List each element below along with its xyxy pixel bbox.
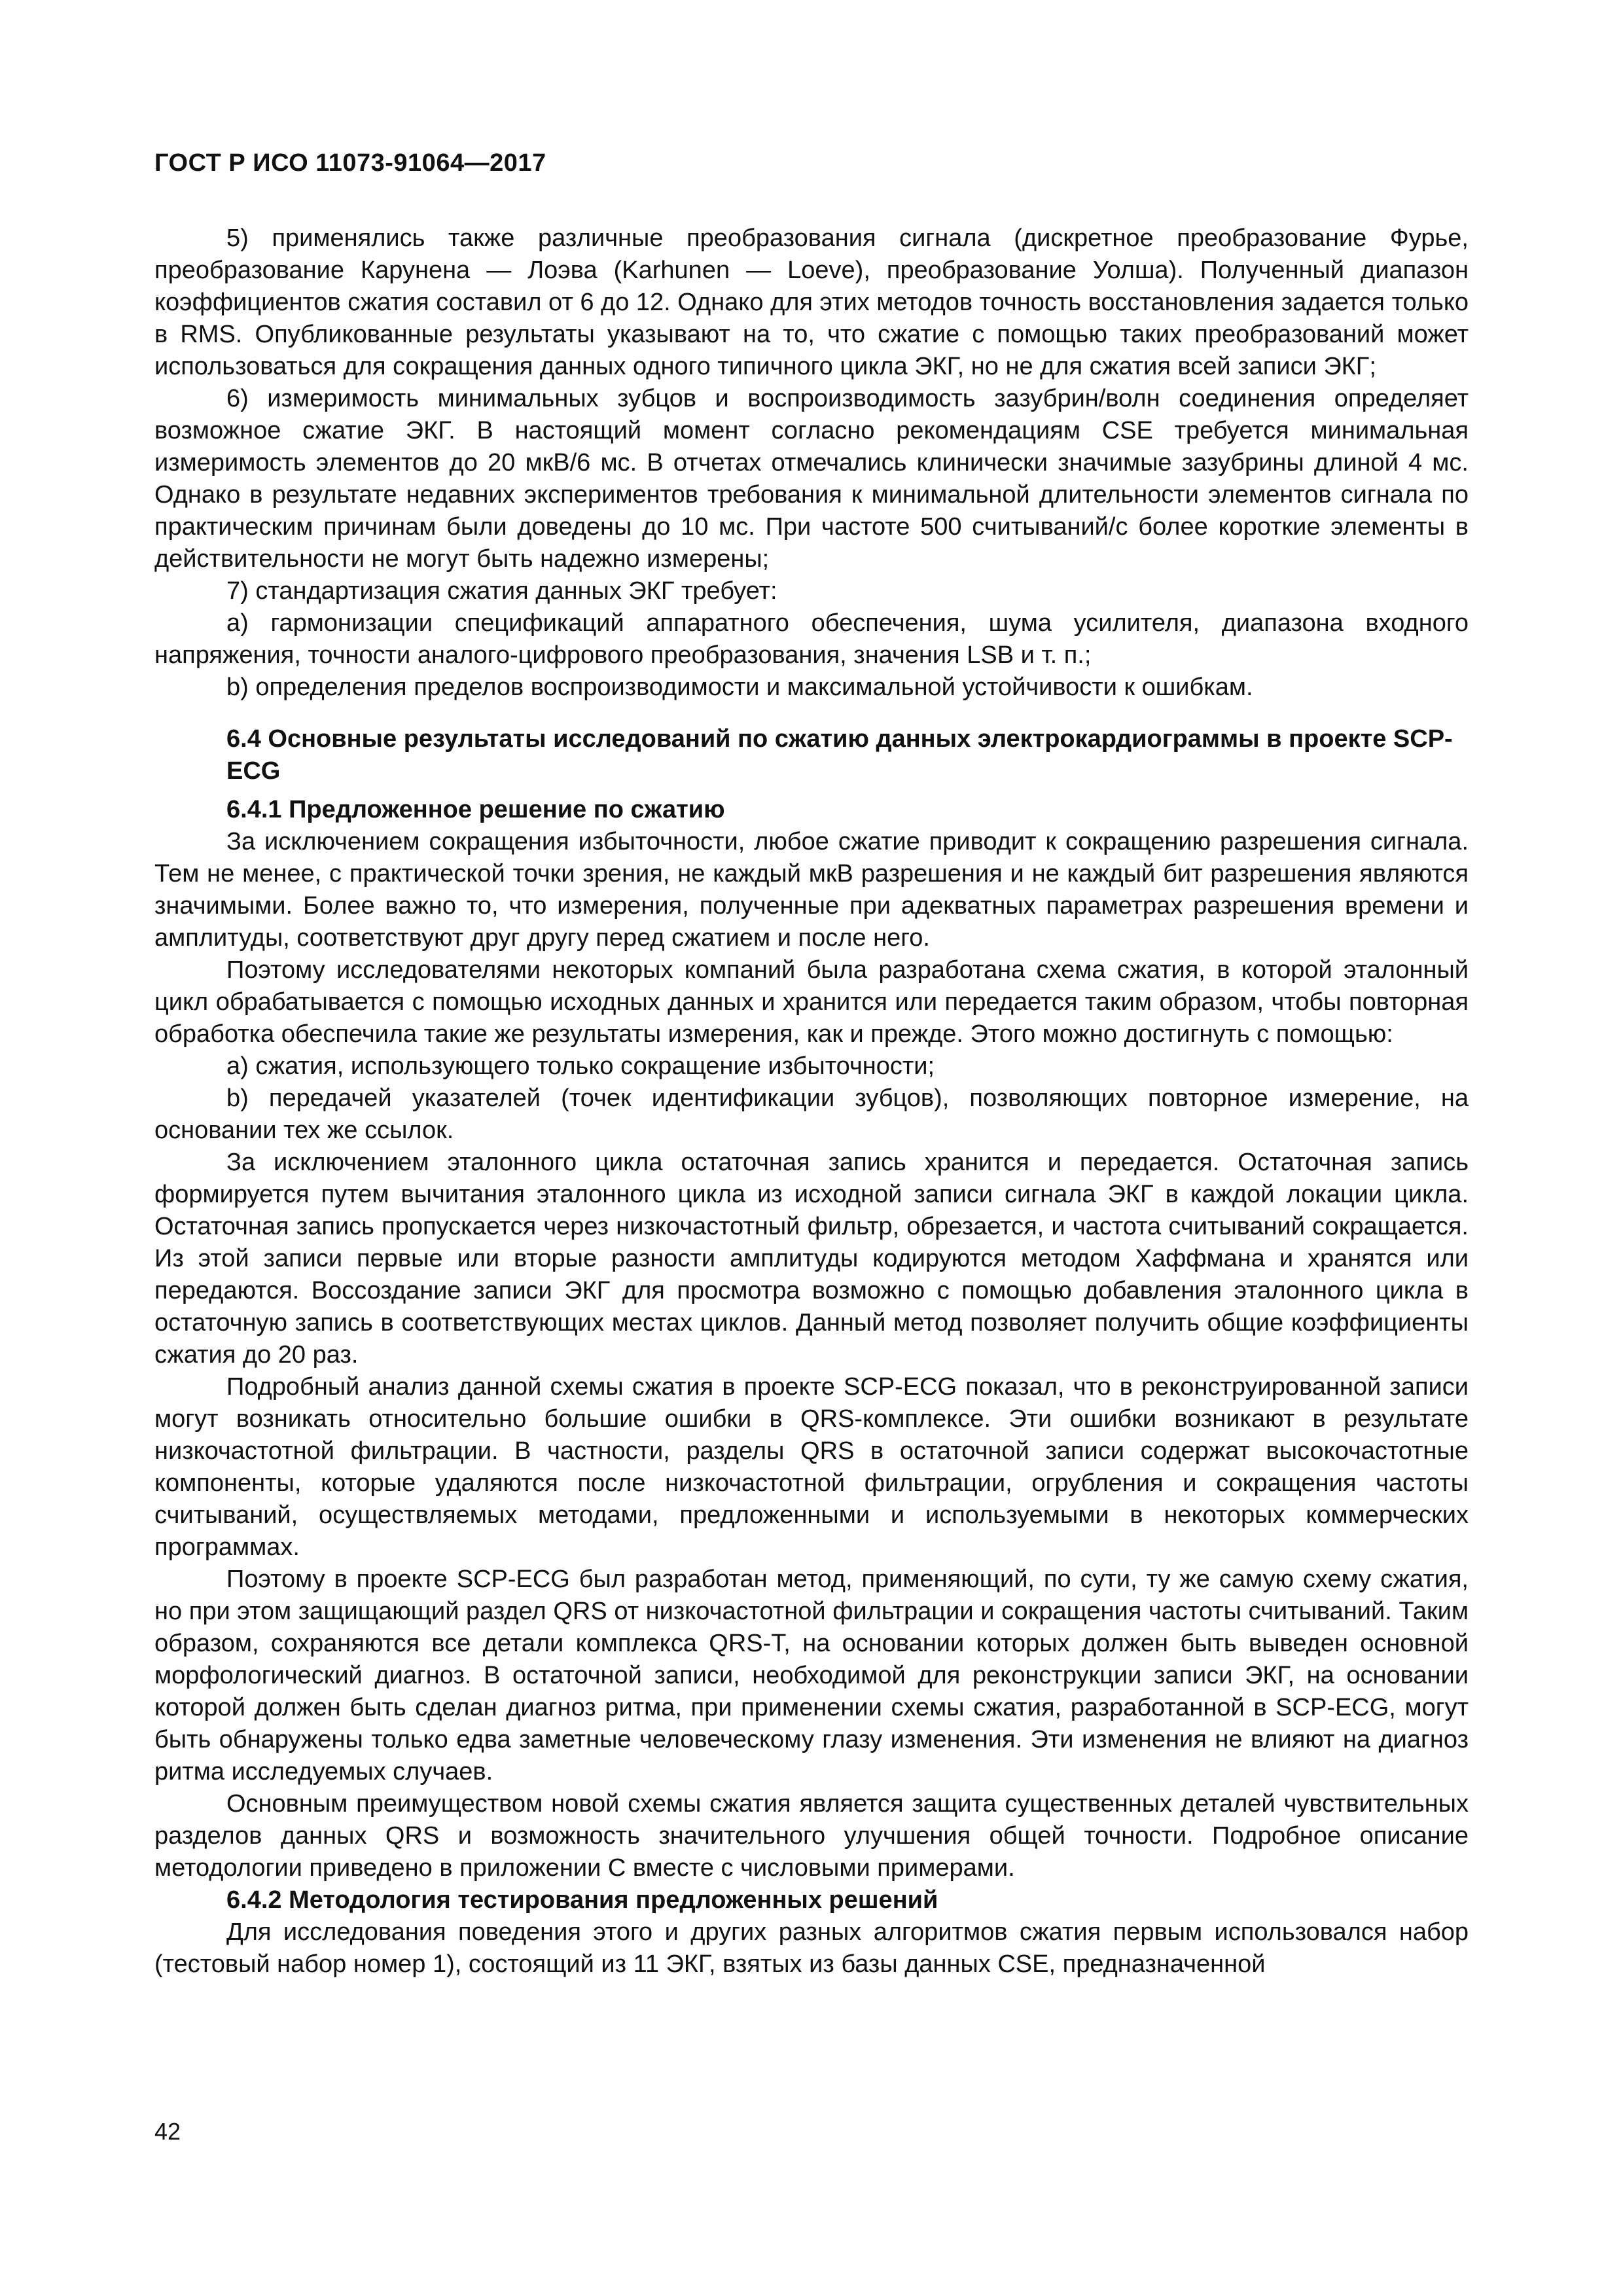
section-heading-6-4-1: 6.4.1 Предложенное решение по сжатию bbox=[226, 796, 725, 823]
paragraph: Основным преимуществом новой схемы сжатия является защита существенных деталей чувствительных разделов данных QRS и возможность значительного улучшения общей точности. Подробное описание методологии приведено в приложении С вместе с числовыми примерами. bbox=[154, 1790, 1469, 1882]
paragraph: Поэтому исследователями некоторых компаний была разработана схема сжатия, в которой эталонный цикл обрабатывается с помощью исходных данных и хранится или передается таким образом, чтобы повторная обработка обеспечила такие же результаты измерения, как и прежде. Этого можно достигнуть с помощью: bbox=[154, 956, 1469, 1048]
paragraph: За исключением эталонного цикла остаточная запись хранится и передается. Остаточная запись формируется путем вычитания эталонного цикла из исходной записи сигнала ЭКГ в каждой локации цикла. Остаточная запись пропускается через низкочастотный фильтр, обрезается, и частота считываний сокращается. Из этой записи первые или вторые разности амплитуды кодируются методом Хаффмана и хранятся или передаются. Воссоздание записи ЭКГ для просмотра возможно с помощью добавления эталонного цикла в остаточную запись в соответствующих местах циклов. Данный метод позволяет получить общие коэффициенты сжатия до 20 раз. bbox=[154, 1149, 1469, 1369]
paragraph: За исключением сокращения избыточности, любое сжатие приводит к сокращению разрешения сигнала. Тем не менее, с практической точки зрения, не каждый мкВ разрешения и не каждый бит разрешения являются значимыми. Более важно то, что измерения, полученные при адекватных параметрах разрешения времени и амплитуды, соответствуют друг другу перед сжатием и после него. bbox=[154, 828, 1469, 952]
paragraph: 5) применялись также различные преобразования сигнала (дискретное преобразование Фурье, преобразование Карунена — Лоэва (Karhunen — Loeve), преобразование Уолша). Полученный диапазон коэффициентов сжатия составил от 6 до 12. Однако для этих методов точность восстановления задается только в RMS. Опубликованные результаты указывают на то, что сжатие с помощью таких преобразований может использоваться для сокращения данных одного типичного цикла ЭКГ, но не для сжатия всей записи ЭКГ; bbox=[154, 224, 1469, 380]
paragraph: b) определения пределов воспроизводимости и максимальной устойчивости к ошибкам. bbox=[226, 673, 1253, 701]
paragraph: Для исследования поведения этого и других разных алгоритмов сжатия первым использовался набор (тестовый набор номер 1), состоящий из 11 ЭКГ, взятых из базы данных CSE, предназначенной bbox=[154, 1918, 1469, 1978]
section-heading-6-4: 6.4 Основные результаты исследований по сжатию данных электрокардиограммы в проекте SCP-ECG bbox=[226, 725, 1453, 785]
paragraph: Подробный анализ данной схемы сжатия в проекте SCP-ECG показал, что в реконструированной записи могут возникать относительно большие ошибки в QRS-комплексе. Эти ошибки возникают в результате низкочастотной фильтрации. В частности, разделы QRS в остаточной записи содержат высокочастотные компоненты, которые удаляются после низкочастотной фильтрации, огрубления и сокращения частоты считываний, осуществляемых методами, предложенными и используемыми в некоторых коммерческих программах. bbox=[154, 1373, 1469, 1561]
document-body bbox=[154, 223, 1469, 1981]
standard-code-header: ГОСТ Р ИСО 11073-91064—2017 bbox=[154, 149, 546, 177]
paragraph: a) гармонизации спецификаций аппаратного обеспечения, шума усилителя, диапазона входного напряжения, точности аналого-цифрового преобразования, значения LSB и т. п.; bbox=[154, 609, 1469, 669]
paragraph: 7) стандартизация сжатия данных ЭКГ требует: bbox=[226, 577, 777, 605]
section-heading-6-4-2: 6.4.2 Методология тестирования предложенных решений bbox=[226, 1886, 938, 1914]
paragraph: Поэтому в проекте SCP-ECG был разработан метод, применяющий, по сути, ту же самую схему сжатия, но при этом защищающий раздел QRS от низкочастотной фильтрации и сокращения частоты считываний. Таким образом, сохраняются все детали комплекса QRS-T, на основании которых должен быть выведен основной морфологический диагноз. В остаточной записи, необходимой для реконструкции записи ЭКГ, на основании которой должен быть сделан диагноз ритма, при применении схемы сжатия, разработанной в SCP-ECG, могут быть обнаружены только едва заметные человеческому глазу изменения. Эти изменения не влияют на диагноз ритма исследуемых случаев. bbox=[154, 1566, 1469, 1785]
paragraph: 6) измеримость минимальных зубцов и воспроизводимость зазубрин/волн соединения определяет возможное сжатие ЭКГ. В настоящий момент согласно рекомендациям CSE требуется минимальная измеримость элементов до 20 мкВ/6 мс. В отчетах отмечались клинически значимые зазубрины длиной 4 мс. Однако в результате недавних экспериментов требования к минимальной длительности элементов сигнала по практическим причинам были доведены до 10 мс. При частоте 500 считываний/с более короткие элементы в действительности не могут быть надежно измерены; bbox=[154, 385, 1469, 573]
page-number: 42 bbox=[154, 2118, 181, 2145]
paragraph: a) сжатия, использующего только сокращение избыточности; bbox=[226, 1052, 935, 1080]
paragraph: b) передачей указателей (точек идентификации зубцов), позволяющих повторное измерение, на основании тех же ссылок. bbox=[154, 1085, 1469, 1144]
